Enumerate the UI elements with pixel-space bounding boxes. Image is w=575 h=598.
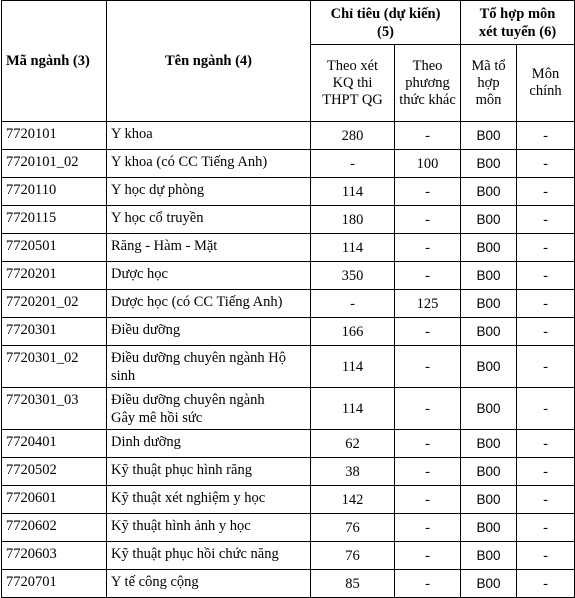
- quota-thpt: 62: [311, 430, 395, 458]
- quota-other: -: [395, 486, 461, 514]
- table-row: [2, 234, 575, 262]
- program-name: Y khoa: [107, 122, 311, 150]
- program-name: Dinh dưỡng: [107, 430, 311, 458]
- header-combo-code-line: hợp: [477, 74, 500, 91]
- program-name: Dược học: [107, 262, 311, 290]
- quota-thpt: 114: [311, 388, 395, 430]
- table-row: [2, 318, 575, 346]
- program-name: Kỹ thuật hình ảnh y học: [107, 514, 311, 542]
- header-combo-group: [461, 1, 575, 45]
- quota-thpt: 280: [311, 122, 395, 150]
- main-subject: -: [517, 262, 575, 290]
- table-row: [2, 542, 575, 570]
- program-code: 7720101_02: [2, 150, 107, 178]
- program-name: Điều dưỡng: [107, 318, 311, 346]
- program-name: Y khoa (có CC Tiếng Anh): [107, 150, 311, 178]
- header-code: Mã ngành (3): [2, 1, 107, 122]
- main-subject: -: [517, 318, 575, 346]
- quota-thpt: 180: [311, 206, 395, 234]
- table-row: [2, 178, 575, 206]
- table-row: [2, 262, 575, 290]
- header-combo-title: Tổ hợp môn: [479, 5, 556, 22]
- main-subject: -: [517, 150, 575, 178]
- combo-code: B00: [461, 486, 517, 514]
- quota-thpt: 76: [311, 542, 395, 570]
- combo-code: B00: [461, 234, 517, 262]
- quota-thpt: 114: [311, 234, 395, 262]
- program-name: Kỹ thuật xét nghiệm y học: [107, 486, 311, 514]
- quota-thpt: 142: [311, 486, 395, 514]
- quota-other: 125: [395, 290, 461, 318]
- quota-other: -: [395, 318, 461, 346]
- program-code: 7720401: [2, 430, 107, 458]
- table-row: [2, 570, 575, 598]
- quota-other: -: [395, 388, 461, 430]
- quota-other: -: [395, 234, 461, 262]
- program-name: Kỹ thuật phục hình răng: [107, 458, 311, 486]
- combo-code: B00: [461, 346, 517, 388]
- combo-code: B00: [461, 430, 517, 458]
- quota-thpt: 38: [311, 458, 395, 486]
- table-row: [2, 290, 575, 318]
- program-name: Y học cổ truyền: [107, 206, 311, 234]
- table-row: [2, 388, 575, 430]
- header-combo-code-line: Mã tổ: [471, 57, 506, 74]
- table-row: [2, 458, 575, 486]
- program-code: 7720501: [2, 234, 107, 262]
- main-subject: -: [517, 486, 575, 514]
- program-code: 7720701: [2, 570, 107, 598]
- program-code: 7720603: [2, 542, 107, 570]
- program-name: Y học dự phòng: [107, 178, 311, 206]
- main-subject: -: [517, 290, 575, 318]
- header-quota-other: [395, 45, 461, 122]
- header-combo-number: xét tuyển (6): [478, 23, 557, 40]
- program-code: 7720201: [2, 262, 107, 290]
- table-row: [2, 346, 575, 388]
- combo-code: B00: [461, 388, 517, 430]
- header-quota-title: Chỉ tiêu (dự kiến): [330, 5, 441, 22]
- combo-code: B00: [461, 122, 517, 150]
- combo-code: B00: [461, 262, 517, 290]
- admission-quota-table: [1, 0, 575, 598]
- header-name: Tên ngành (4): [107, 1, 311, 122]
- program-code: 7720115: [2, 206, 107, 234]
- quota-other: -: [395, 122, 461, 150]
- main-subject: -: [517, 458, 575, 486]
- program-code: 7720602: [2, 514, 107, 542]
- header-main-subject: [517, 45, 575, 122]
- table-row: [2, 486, 575, 514]
- quota-thpt: 76: [311, 514, 395, 542]
- combo-code: B00: [461, 542, 517, 570]
- quota-other: -: [395, 514, 461, 542]
- quota-thpt: -: [311, 290, 395, 318]
- program-name: Dược học (có CC Tiếng Anh): [107, 290, 311, 318]
- combo-code: B00: [461, 318, 517, 346]
- table-row: [2, 430, 575, 458]
- combo-code: B00: [461, 570, 517, 598]
- program-name: Y tế công cộng: [107, 570, 311, 598]
- main-subject: -: [517, 206, 575, 234]
- program-code: 7720301_03: [2, 388, 107, 430]
- main-subject: -: [517, 178, 575, 206]
- header-quota-thpt-line: THPT QG: [322, 91, 383, 108]
- table-row: [2, 122, 575, 150]
- header-main-subject-line: Môn: [531, 66, 560, 82]
- program-name-line: Gây mê hồi sức: [111, 410, 203, 426]
- table-row: [2, 514, 575, 542]
- program-name: [107, 388, 311, 430]
- quota-other: -: [395, 262, 461, 290]
- program-code: 7720301: [2, 318, 107, 346]
- header-quota-other-line: phương: [405, 74, 450, 91]
- program-code: 7720201_02: [2, 290, 107, 318]
- program-name-line: Điều dưỡng chuyên ngành: [111, 392, 265, 408]
- program-code: 7720601: [2, 486, 107, 514]
- table-row: [2, 206, 575, 234]
- header-quota-thpt: [311, 45, 395, 122]
- program-name: Kỹ thuật phục hồi chức năng: [107, 542, 311, 570]
- program-name: Răng - Hàm - Mặt: [107, 234, 311, 262]
- quota-other: -: [395, 346, 461, 388]
- header-quota-thpt-line: KQ thi: [332, 74, 373, 91]
- program-name: [107, 346, 311, 388]
- quota-thpt: 114: [311, 346, 395, 388]
- quota-other: -: [395, 458, 461, 486]
- quota-other: 100: [395, 150, 461, 178]
- table-row: [2, 150, 575, 178]
- quota-thpt: 350: [311, 262, 395, 290]
- main-subject: -: [517, 542, 575, 570]
- header-quota-other-line: thức khác: [399, 91, 456, 108]
- header-quota-other-line: Theo: [412, 57, 443, 74]
- quota-other: -: [395, 178, 461, 206]
- combo-code: B00: [461, 178, 517, 206]
- header-quota-number: (5): [377, 23, 394, 40]
- quota-other: -: [395, 542, 461, 570]
- main-subject: -: [517, 234, 575, 262]
- quota-other: -: [395, 570, 461, 598]
- main-subject: -: [517, 122, 575, 150]
- program-name-line: Điều dưỡng chuyên ngành Hộ: [111, 350, 286, 366]
- header-combo-code: [461, 45, 517, 122]
- combo-code: B00: [461, 206, 517, 234]
- quota-thpt: 85: [311, 570, 395, 598]
- main-subject: -: [517, 514, 575, 542]
- main-subject: -: [517, 430, 575, 458]
- program-name-line: sinh: [111, 368, 136, 384]
- combo-code: B00: [461, 458, 517, 486]
- header-quota-thpt-line: Theo xét: [326, 57, 379, 74]
- program-code: 7720301_02: [2, 346, 107, 388]
- combo-code: B00: [461, 514, 517, 542]
- quota-thpt: 114: [311, 178, 395, 206]
- combo-code: B00: [461, 150, 517, 178]
- program-code: 7720502: [2, 458, 107, 486]
- program-code: 7720101: [2, 122, 107, 150]
- main-subject: -: [517, 570, 575, 598]
- quota-other: -: [395, 206, 461, 234]
- program-code: 7720110: [2, 178, 107, 206]
- combo-code: B00: [461, 290, 517, 318]
- quota-thpt: 166: [311, 318, 395, 346]
- main-subject: -: [517, 388, 575, 430]
- header-quota-group: [311, 1, 461, 45]
- main-subject: -: [517, 346, 575, 388]
- header-main-subject-line: chính: [529, 83, 562, 99]
- quota-thpt: -: [311, 150, 395, 178]
- header-combo-code-line: môn: [475, 91, 502, 108]
- quota-other: -: [395, 430, 461, 458]
